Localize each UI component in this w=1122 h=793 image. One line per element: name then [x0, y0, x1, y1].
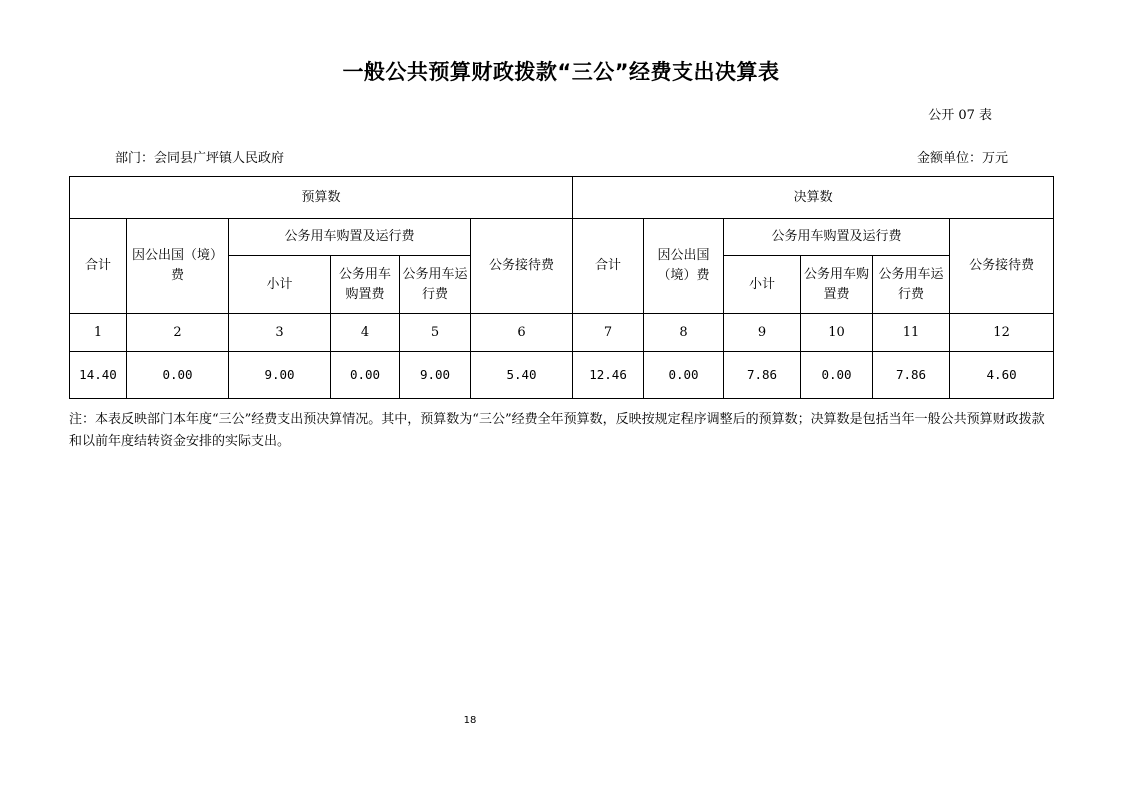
group-header-row — [70, 177, 1054, 219]
amount-unit-label: 金额单位：万元 — [916, 151, 1008, 166]
column-number: 5 — [400, 314, 471, 352]
budget-vehicle-operation-value: 9.00 — [400, 352, 471, 399]
final-reception-value: 4.60 — [950, 352, 1054, 399]
final-abroad-header: 因公出国（境）费 — [644, 219, 724, 314]
final-vehicle-operation-header: 公务用车运行费 — [873, 256, 950, 314]
budget-vehicle-purchase-value: 0.00 — [331, 352, 400, 399]
final-vehicle-purchase-value: 0.00 — [801, 352, 873, 399]
column-number: 2 — [127, 314, 229, 352]
budget-abroad-header: 因公出国（境）费 — [127, 219, 229, 314]
table-note: 注：本表反映部门本年度“三公”经费支出预决算情况。其中，预算数为“三公”经费全年预算数，反映按规定程序调整后的预算数；决算数是包括当年一般公共预算财政拨款和以前年度结转资金安排的实际支出。 — [69, 412, 1045, 449]
final-subtotal-header: 小计 — [724, 256, 801, 314]
page-number: 18 — [463, 715, 477, 726]
three-public-expenses-table — [69, 176, 1054, 399]
final-abroad-value: 0.00 — [644, 352, 724, 399]
column-number-row — [70, 314, 1054, 352]
column-number: 11 — [873, 314, 950, 352]
column-number: 1 — [70, 314, 127, 352]
final-vehicle-purchase-header: 公务用车购置费 — [801, 256, 873, 314]
budget-vehicle-operation-header: 公务用车运行费 — [400, 256, 471, 314]
column-number: 9 — [724, 314, 801, 352]
column-number: 3 — [229, 314, 331, 352]
budget-abroad-value: 0.00 — [127, 352, 229, 399]
column-number: 6 — [471, 314, 573, 352]
column-number: 10 — [801, 314, 873, 352]
department-label: 部门：会同县广坪镇人民政府 — [115, 151, 285, 166]
column-header-row — [70, 219, 1054, 256]
budget-reception-header: 公务接待费 — [471, 219, 573, 314]
column-number: 12 — [950, 314, 1054, 352]
page-title: 一般公共预算财政拨款“三公”经费支出决算表 — [342, 60, 780, 84]
budget-total-value: 14.40 — [70, 352, 127, 399]
final-vehicle-subtotal-value: 7.86 — [724, 352, 801, 399]
final-reception-header: 公务接待费 — [950, 219, 1054, 314]
final-vehicle-group-header: 公务用车购置及运行费 — [724, 219, 950, 256]
budget-vehicle-subtotal-value: 9.00 — [229, 352, 331, 399]
column-number: 7 — [573, 314, 644, 352]
final-group-header: 决算数 — [573, 177, 1054, 219]
budget-reception-value: 5.40 — [471, 352, 573, 399]
final-total-value: 12.46 — [573, 352, 644, 399]
form-number: 公开 07 表 — [928, 108, 992, 123]
column-number: 8 — [644, 314, 724, 352]
budget-total-header: 合计 — [70, 219, 127, 314]
final-total-header: 合计 — [573, 219, 644, 314]
budget-vehicle-group-header: 公务用车购置及运行费 — [229, 219, 471, 256]
budget-subtotal-header: 小计 — [229, 256, 331, 314]
budget-group-header: 预算数 — [70, 177, 573, 219]
final-vehicle-operation-value: 7.86 — [873, 352, 950, 399]
amount-row — [70, 352, 1054, 399]
column-number: 4 — [331, 314, 400, 352]
budget-vehicle-purchase-header: 公务用车购置费 — [331, 256, 400, 314]
